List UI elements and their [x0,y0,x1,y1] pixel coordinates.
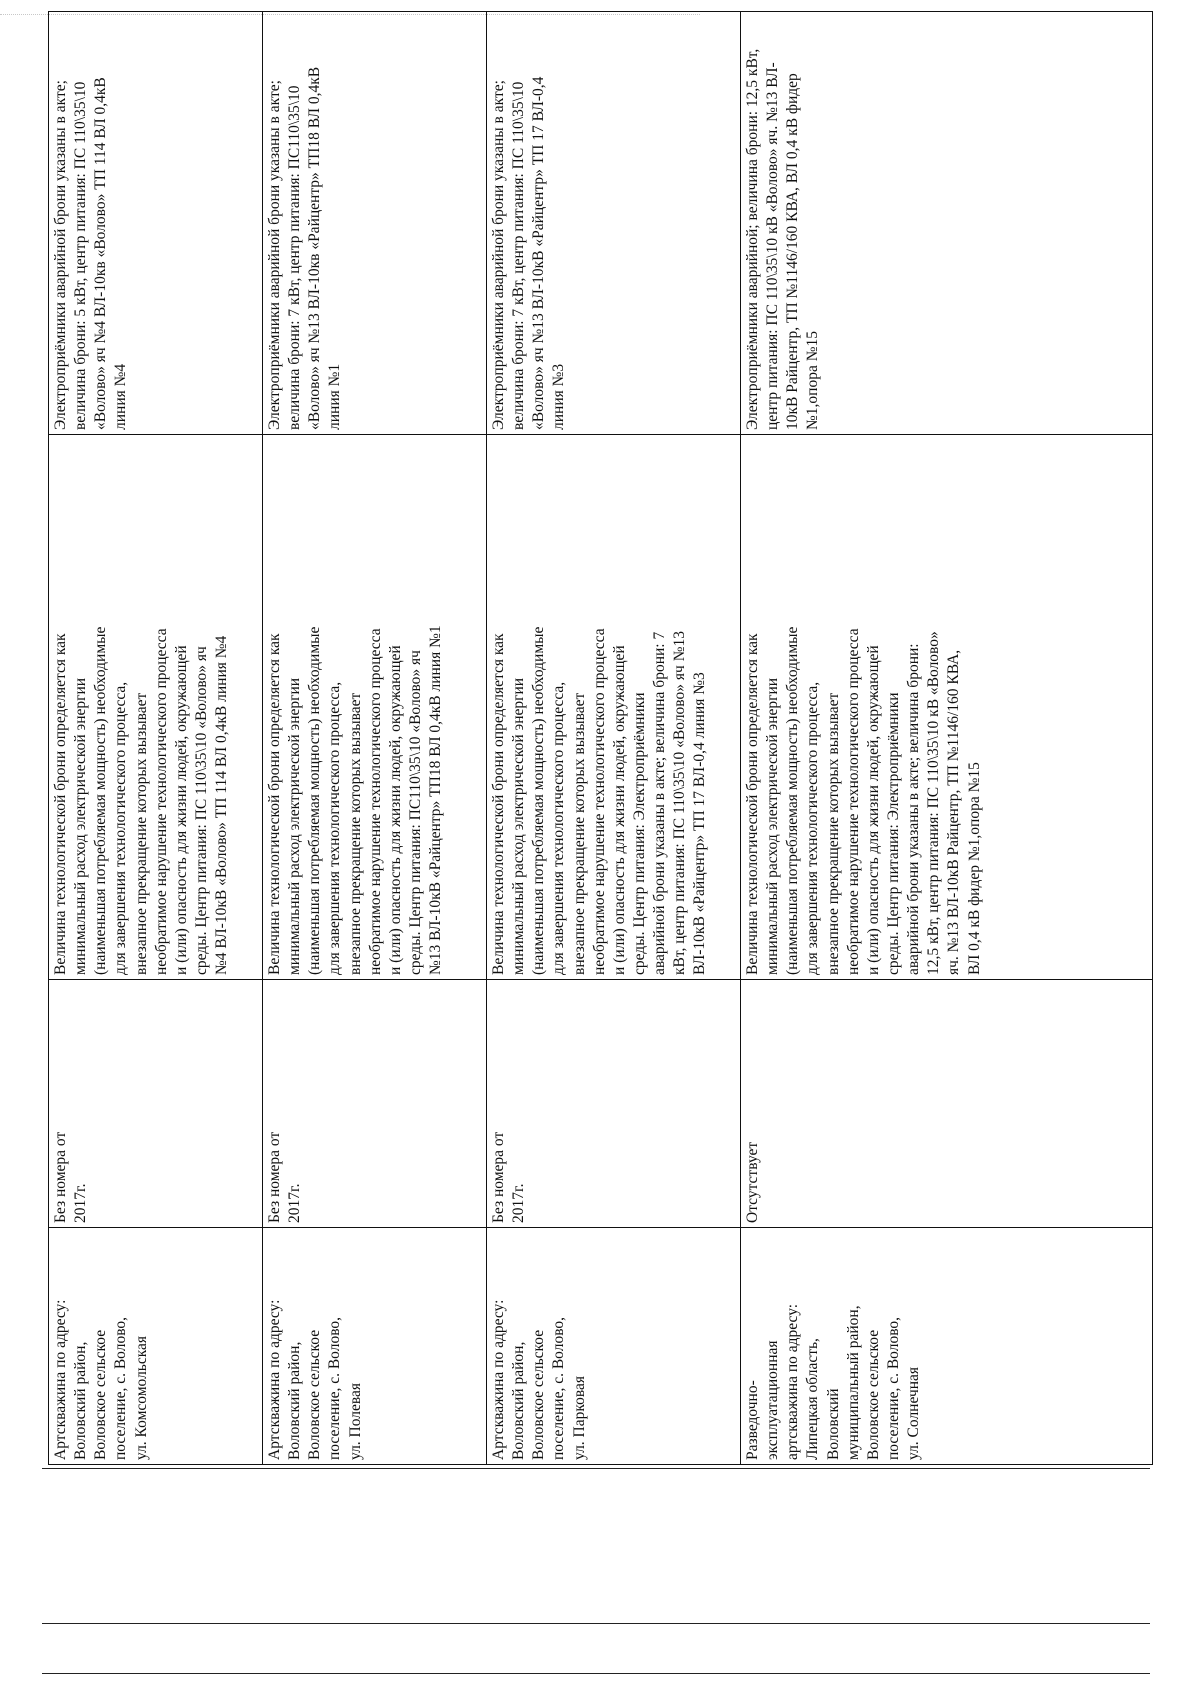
horizontal-rule [42,1468,1150,1469]
tech-reserve-cell [741,435,1153,980]
tech-reserve-cell [487,435,741,980]
act-cell [741,980,1153,1228]
horizontal-rule [42,1673,1150,1674]
object-text: Разведочно- эксплуатационная артскважина по адресу: Липецкая область, Воловский муниципальный район, Воловское сельское поселение, с. Волово, ул. Солнечная [744,1303,923,1460]
object-cell [263,1228,487,1465]
table-row [263,12,487,1465]
object-cell [741,1228,1153,1465]
object-cell [487,1228,741,1465]
table-row [487,12,741,1465]
tech-reserve-cell [263,435,487,980]
emergency-reserve-cell [487,12,741,435]
table-row [741,12,1153,1465]
emergency-reserve-text: Электроприёмники аварийной; величина брони: 12,5 кВт, центр питания: ПС 110\35\10 кВ «Волово» яч. №13 ВЛ- 10кВ Райцентр, ТП №1146/160 КВА, ВЛ 0,4 кВ фидер №1,опора №15 [744,48,822,430]
tech-reserve-text: Величина технологической брони определяется как минимальный расход электрической энергии (наименьшая потребляемая мощность) необходимые для завершения технологического процесса, внезапное прекращение которых вызывает необратимое нарушение технологического процесса и (или) опасность для жизни людей, окружающей среды. Центр питания: ПС 110\35\10 «Волово» яч №4 ВЛ-10кВ «Волово» ТП 114 ВЛ 0,4кВ линия №4 [52,626,231,975]
emergency-reserve-text: Электроприёмники аварийной брони указаны в акте; величина брони: 5 кВт, центр питания: ПС 110\35\10 «Волово» яч №4 ВЛ-10кв «Волово» ТП 114 ВЛ 0,4кВ линия №4 [52,77,130,430]
act-text: Без номера от 2017г. [266,1131,304,1223]
emergency-reserve-text: Электроприёмники аварийной брони указаны в акте; величина брони: 7 кВт, центр питания: ПС110\35\10 «Волово» яч №13 ВЛ-10кв «Райцентр» ТП18 ВЛ 0,4кВ линия №1 [266,66,344,430]
table-row [49,12,263,1465]
tech-reserve-text: Величина технологической брони определяется как минимальный расход электрической энергии (наименьшая потребляемая мощность) необходимые для завершения технологического процесса, внезапное прекращение которых вызывает необратимое нарушение технологического процесса и (или) опасность для жизни людей, окружающей среды. Центр питания: Электроприёмники аварийной брони указаны в акте; величина брони: 7 кВт, центр питания: ПС 110\35\10 «Волово» яч №13 ВЛ-10кВ «Райцентр» ТП 17 ВЛ-0,4 линия №3 [490,626,709,975]
reserve-table [48,11,1153,1465]
tech-reserve-text: Величина технологической брони определяется как минимальный расход электрической энергии (наименьшая потребляемая мощность) необходимые для завершения технологического процесса, внезапное прекращение которых вызывает необратимое нарушение технологического процесса и (или) опасность для жизни людей, окружающей среды. Центр питания: Электроприёмники аварийной брони указаны в акте; величина брони: 12,5 кВт, центр питания: ПС 110\35\10 кВ «Волово» яч. №13 ВЛ-10кВ Райцентр, ТП №1146/160 КВА, ВЛ 0,4 кВ фидер №1,опора №15 [744,626,983,975]
emergency-reserve-cell [741,12,1153,435]
emergency-reserve-text: Электроприёмники аварийной брони указаны в акте; величина брони: 7 кВт, центр питания: ПС 110\35\10 «Волово» яч №13 ВЛ-10кВ «Райцентр» ТП 17 ВЛ-0,4 линия №3 [490,76,568,430]
tech-reserve-cell [49,435,263,980]
tech-reserve-text: Величина технологической брони определяется как минимальный расход электрической энергии (наименьшая потребляемая мощность) необходимые для завершения технологического процесса, внезапное прекращение которых вызывает необратимое нарушение технологического процесса и (или) опасность для жизни людей, окружающей среды. Центр питания: ПС110\35\10 «Волово» яч №13 ВЛ-10кВ «Райцентр» ТП18 ВЛ 0,4кВ линия №1 [266,625,445,975]
emergency-reserve-cell [263,12,487,435]
emergency-reserve-cell [49,12,263,435]
rotated-table-wrapper [48,48,1152,1465]
object-cell [49,1228,263,1465]
act-cell [49,980,263,1228]
object-text: Артскважина по адресу: Воловский район, Воловское сельское поселение, с. Волово, ул. Полевая [266,1299,364,1460]
act-text: Без номера от 2017г. [52,1131,90,1223]
act-text: Отсутствует [744,1141,761,1223]
act-text: Без номера от 2017г. [490,1131,528,1223]
act-cell [263,980,487,1228]
horizontal-rule [42,1623,1150,1624]
act-cell [487,980,741,1228]
object-text: Артскважина по адресу: Воловский район, Воловское сельское поселение, с. Волово, ул. Парковая [490,1299,588,1460]
object-text: Артскважина по адресу: Воловский район, Воловское сельское поселение, с. Волово, ул. Комсомольская [52,1299,150,1460]
